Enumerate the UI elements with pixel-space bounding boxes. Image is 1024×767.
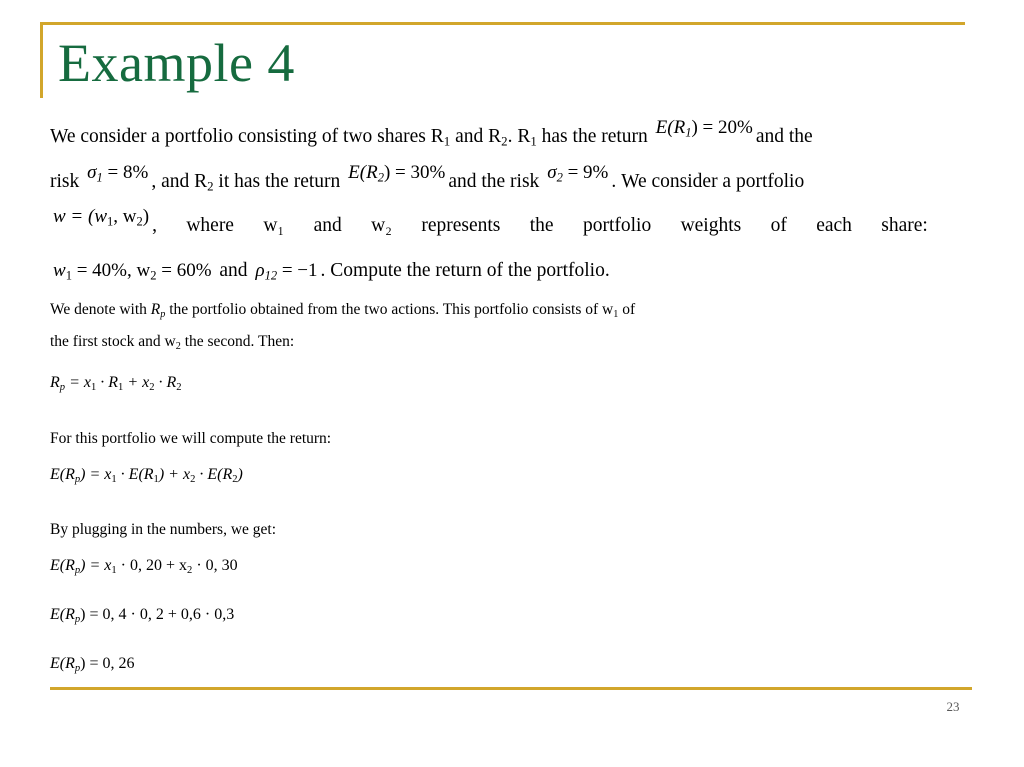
- header-rule-top: [40, 22, 965, 25]
- eq1-lhs: R: [50, 374, 60, 391]
- math-sigma1-sub: 1: [96, 170, 103, 185]
- math-sigma2-sub: 2: [556, 170, 563, 185]
- math-risk-sigma1: [84, 162, 151, 183]
- problem-line4-text-and: and: [214, 259, 253, 281]
- math-sigma1-tail: = 8%: [102, 161, 149, 183]
- math-rho-sub: 12: [264, 268, 278, 283]
- problem-line1-sub-c: 1: [530, 134, 537, 149]
- math-weights-mid: = 40%, w: [71, 259, 151, 281]
- problem-line1-sub-a: 1: [443, 134, 451, 149]
- eq1-body: = x: [65, 374, 91, 391]
- equation-expected-return-numbers: [50, 604, 234, 631]
- math-w-mid: , w: [113, 206, 137, 228]
- problem-line3-word-share: share:: [881, 215, 928, 237]
- eq3-sub-p: p: [74, 564, 81, 576]
- problem-line4-text-end: . Compute the return of the portfolio.: [320, 259, 610, 281]
- eq2-d: ) + x: [158, 466, 191, 483]
- page-title: Example 4: [58, 33, 295, 93]
- math-weights-head: w: [53, 259, 66, 281]
- math-weights-sub-1: 1: [65, 268, 72, 283]
- math-expected-return-r2: [345, 162, 448, 183]
- math-w-sub-2: 2: [136, 214, 143, 229]
- eq1-lhs-sub: p: [59, 381, 66, 393]
- eq2-f: ): [237, 466, 243, 483]
- equation-portfolio-return: [50, 372, 182, 399]
- problem-line3-lead: [50, 206, 157, 251]
- eq1-sub-4: 2: [176, 381, 182, 393]
- solution-forthis-line: For this portfolio we will compute the return:: [50, 430, 332, 447]
- problem-line3-word-each: each: [816, 215, 852, 237]
- problem-line2-text-a: risk: [50, 170, 85, 192]
- footer-rule: [50, 687, 972, 690]
- equation-expected-return-result: [50, 653, 135, 680]
- eq1-sub-1: 1: [90, 381, 97, 393]
- solution-denote-b: the portfolio obtained from the two actions. This portfolio consists of w: [165, 301, 614, 318]
- solution-plugging-line: By plugging in the numbers, we get:: [50, 521, 277, 538]
- problem-line1-text-e: and the: [755, 126, 813, 147]
- problem-line2-text-d: and the risk: [448, 170, 545, 192]
- problem-line-3: [50, 206, 928, 251]
- solution-second-a: the first stock and w: [50, 333, 176, 350]
- math-rp-symbol: [151, 301, 166, 318]
- problem-line2-text-c: it has the return: [213, 170, 346, 192]
- math-er1-tail: ) = 20%: [691, 117, 753, 138]
- eq4-a: E(R: [50, 606, 75, 623]
- problem-line1-text-c: . R: [507, 126, 531, 147]
- eq2-e: · E(R: [195, 466, 233, 483]
- problem-line3-word-the: the: [529, 215, 554, 237]
- problem-line1-sub-b: 2: [501, 134, 508, 149]
- eq1-sub-3: 2: [149, 381, 155, 393]
- math-er2-head: E(R: [348, 161, 378, 183]
- math-rho-tail: = −1: [277, 259, 318, 281]
- problem-line3-word-w1: w₁: [263, 215, 285, 237]
- math-sigma2-tail: = 9%: [562, 161, 609, 183]
- eq2-c: · E(R: [116, 466, 154, 483]
- eq3-sub-2: 2: [187, 564, 193, 576]
- eq2-b: ) = x: [80, 466, 112, 483]
- problem-statement: [50, 117, 928, 295]
- problem-line1-text-a: We consider a portfolio consisting of two shares R: [50, 126, 444, 147]
- problem-line1-text-d: has the return: [536, 126, 653, 147]
- page-number: 23: [946, 699, 960, 714]
- solution-denote-sub-w: 1: [613, 308, 619, 320]
- problem-line1-text-b: and R: [450, 126, 502, 147]
- problem-line3-word-represents: represents: [421, 215, 501, 237]
- problem-line-2: [50, 162, 928, 207]
- eq3-b: ) = x: [80, 557, 112, 574]
- eq3-sub-1: 1: [111, 564, 117, 576]
- math-weights-sub-2: 2: [150, 268, 157, 283]
- problem-line-1: [50, 117, 928, 162]
- problem-line2-sub-b: 2: [207, 179, 214, 194]
- equation-expected-return-substituted: [50, 555, 238, 582]
- math-risk-sigma2: [544, 162, 611, 183]
- math-w-head: w = (w: [53, 206, 107, 228]
- eq5-a: E(R: [50, 655, 75, 672]
- eq2-sub-3: 2: [190, 473, 196, 485]
- solution-second-sub: 2: [175, 340, 181, 352]
- math-correlation-rho: [252, 260, 320, 281]
- math-w-tail: ): [142, 206, 150, 228]
- solution-denote-line: [50, 299, 635, 326]
- eq1-mid-2: · R: [154, 374, 177, 391]
- math-w-sub-1: 1: [107, 214, 114, 229]
- eq5-sub-p: p: [74, 662, 81, 674]
- problem-line3-word-weights: weights: [680, 215, 742, 237]
- math-rho-head: ρ: [255, 259, 265, 281]
- eq2-sub-p: p: [74, 473, 81, 485]
- problem-line2-text-e: . We consider a portfolio: [611, 170, 805, 192]
- math-er1-head: E(R: [655, 117, 686, 138]
- math-sigma2-head: σ: [547, 161, 557, 183]
- math-er1-sub: 1: [685, 125, 692, 140]
- solution-second-b: the second. Then:: [180, 333, 295, 350]
- math-rp-sub: p: [160, 308, 166, 320]
- eq5-b: ) = 0, 26: [80, 655, 135, 672]
- eq2-sub-4: 2: [232, 473, 238, 485]
- problem-line2-text-b: , and R: [151, 170, 208, 192]
- math-rp-head: R: [150, 301, 161, 318]
- eq4-sub-p: p: [74, 613, 81, 625]
- problem-line3-comma: ,: [152, 215, 157, 237]
- eq2-a: E(R: [50, 466, 75, 483]
- math-er2-sub: 2: [377, 170, 384, 185]
- equation-expected-return-general: [50, 464, 243, 491]
- math-weights-values: [50, 260, 215, 281]
- header-rule-left: [40, 22, 43, 98]
- eq3-d: · 0, 30: [192, 557, 238, 574]
- eq1-plus: + x: [123, 374, 150, 391]
- solution-denote-a: We denote with: [50, 301, 151, 318]
- problem-line3-word-and: and: [313, 215, 342, 237]
- math-er2-tail: ) = 30%: [383, 161, 446, 183]
- solution-denote-c: of: [618, 301, 636, 318]
- problem-line-4: [50, 251, 928, 296]
- problem-line3-word-w2: w₂: [371, 215, 392, 237]
- problem-line3-word-where: where: [186, 215, 234, 237]
- eq4-b: ) = 0, 4 · 0, 2 + 0,6 · 0,3: [80, 606, 235, 623]
- problem-line3-word-of: of: [770, 215, 787, 237]
- eq1-mid: · R: [96, 374, 119, 391]
- eq3-c: · 0, 20 + x: [116, 557, 188, 574]
- math-weights-tail: = 60%: [156, 259, 212, 281]
- eq2-sub-2: 1: [153, 473, 159, 485]
- eq1-sub-2: 1: [118, 381, 124, 393]
- solution-second-line: [50, 331, 294, 358]
- eq2-sub-1: 1: [111, 473, 117, 485]
- problem-line3-word-portfolio: portfolio: [582, 215, 652, 237]
- eq3-a: E(R: [50, 557, 75, 574]
- math-expected-return-r1: [653, 117, 756, 138]
- math-sigma1-head: σ: [87, 161, 97, 183]
- math-weight-vector: [50, 206, 152, 227]
